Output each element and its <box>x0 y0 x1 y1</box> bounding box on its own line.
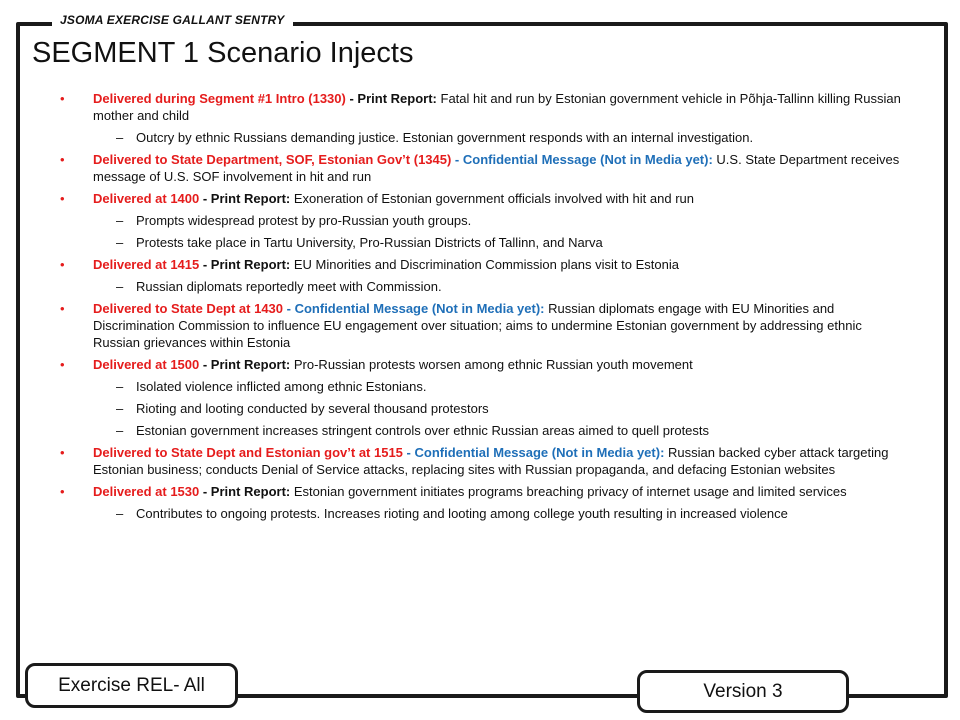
bullet-icon: • <box>60 357 65 372</box>
inject-sub-text: Outcry by ethnic Russians demanding justice. Estonian government responds with an internal investigation. <box>136 130 754 145</box>
inject-sub-item <box>60 129 908 146</box>
bullet-icon: • <box>60 91 65 106</box>
inject-delivery: Delivered to State Department, SOF, Estonian Gov’t (1345) <box>93 152 452 167</box>
inject-delivery: Delivered to State Dept and Estonian gov’t at 1515 <box>93 445 403 460</box>
dash-icon: – <box>116 130 124 145</box>
inject-sub-text: Protests take place in Tartu University, Pro-Russian Districts of Tallinn, and Narva <box>136 235 603 250</box>
dash-icon: – <box>116 423 124 438</box>
inject-separator: - <box>199 484 211 499</box>
inject-sub-text: Rioting and looting conducted by several thousand protestors <box>136 401 489 416</box>
inject-separator: - <box>199 191 211 206</box>
inject-item <box>60 90 908 124</box>
dash-icon: – <box>116 213 124 228</box>
inject-type: Print Report: <box>210 357 291 372</box>
dash-icon: – <box>116 379 124 394</box>
bullet-icon: • <box>60 301 65 316</box>
inject-delivery: Delivered to State Dept at 1430 <box>93 301 284 316</box>
inject-body: Estonian government initiates programs breaching privacy of internet usage and limited services <box>293 484 847 499</box>
bullet-icon: • <box>60 257 65 272</box>
inject-delivery: Delivered at 1530 <box>93 484 200 499</box>
inject-item <box>60 300 908 351</box>
release-label: Exercise REL- All <box>58 674 205 696</box>
inject-item <box>60 483 908 500</box>
inject-type: Print Report: <box>210 191 291 206</box>
inject-separator: - <box>283 301 295 316</box>
inject-type: Confidential Message (Not in Media yet): <box>414 445 665 460</box>
inject-separator: - <box>451 152 463 167</box>
dash-icon: – <box>116 235 124 250</box>
inject-type: Print Report: <box>357 91 437 106</box>
version-label: Version 3 <box>703 680 783 702</box>
inject-type: Print Report: <box>210 257 291 272</box>
inject-separator: - <box>199 257 211 272</box>
inject-body: Russian diplomats engage with EU Minorities and Discrimination Commission to influence EU engagement over situation; aims to undermine Estonian government by addressing ethnic Russian grievances within Estonia <box>93 301 862 350</box>
inject-sub-item <box>60 234 908 251</box>
inject-body: Russian backed cyber attack targeting Estonian business; conducts Denial of Service attacks, replacing sites with Russian propaganda, and defacing Estonian websites <box>93 445 889 477</box>
inject-body: Exoneration of Estonian government officials involved with hit and run <box>293 191 694 206</box>
inject-delivery: Delivered at 1400 <box>93 191 200 206</box>
bullet-icon: • <box>60 191 65 206</box>
inject-sub-text: Isolated violence inflicted among ethnic Estonians. <box>136 379 427 394</box>
inject-sub-item <box>60 378 908 395</box>
bullet-icon: • <box>60 484 65 499</box>
version-box <box>637 670 849 713</box>
inject-list <box>60 90 908 527</box>
inject-separator: - <box>199 357 211 372</box>
inject-type: Print Report: <box>210 484 291 499</box>
inject-delivery: Delivered at 1500 <box>93 357 200 372</box>
inject-sub-item <box>60 400 908 417</box>
inject-separator: - <box>345 91 358 106</box>
inject-delivery: Delivered during Segment #1 Intro (1330) <box>93 91 346 106</box>
inject-sub-text: Contributes to ongoing protests. Increases rioting and looting among college youth resulting in increased violence <box>136 506 788 521</box>
inject-type: Confidential Message (Not in Media yet): <box>462 152 713 167</box>
inject-body: EU Minorities and Discrimination Commission plans visit to Estonia <box>293 257 679 272</box>
bullet-icon: • <box>60 445 65 460</box>
inject-sub-text: Prompts widespread protest by pro-Russian youth groups. <box>136 213 472 228</box>
inject-sub-item <box>60 212 908 229</box>
inject-body: U.S. State Department receives message of U.S. SOF involvement in hit and run <box>93 152 900 184</box>
inject-body: Fatal hit and run by Estonian government vehicle in Põhja-Tallinn killing Russian mother and child <box>93 91 901 123</box>
inject-delivery: Delivered at 1415 <box>93 257 200 272</box>
inject-item <box>60 356 908 373</box>
inject-type: Confidential Message (Not in Media yet): <box>294 301 545 316</box>
inject-item <box>60 256 908 273</box>
inject-item <box>60 444 908 478</box>
inject-sub-text: Russian diplomats reportedly meet with Commission. <box>136 279 442 294</box>
inject-separator: - <box>402 445 415 460</box>
inject-sub-item <box>60 278 908 295</box>
inject-sub-item <box>60 505 908 522</box>
dash-icon: – <box>116 279 124 294</box>
inject-sub-item <box>60 422 908 439</box>
bullet-icon: • <box>60 152 65 167</box>
inject-body: Pro-Russian protests worsen among ethnic Russian youth movement <box>293 357 693 372</box>
release-box <box>25 663 238 708</box>
inject-sub-text: Estonian government increases stringent controls over ethnic Russian areas aimed to quell protests <box>136 423 710 438</box>
inject-item <box>60 190 908 207</box>
inject-item <box>60 151 908 185</box>
page-title: SEGMENT 1 Scenario Injects <box>32 37 414 69</box>
dash-icon: – <box>116 401 124 416</box>
dash-icon: – <box>116 506 124 521</box>
exercise-header-label: JSOMA EXERCISE GALLANT SENTRY <box>52 10 293 30</box>
